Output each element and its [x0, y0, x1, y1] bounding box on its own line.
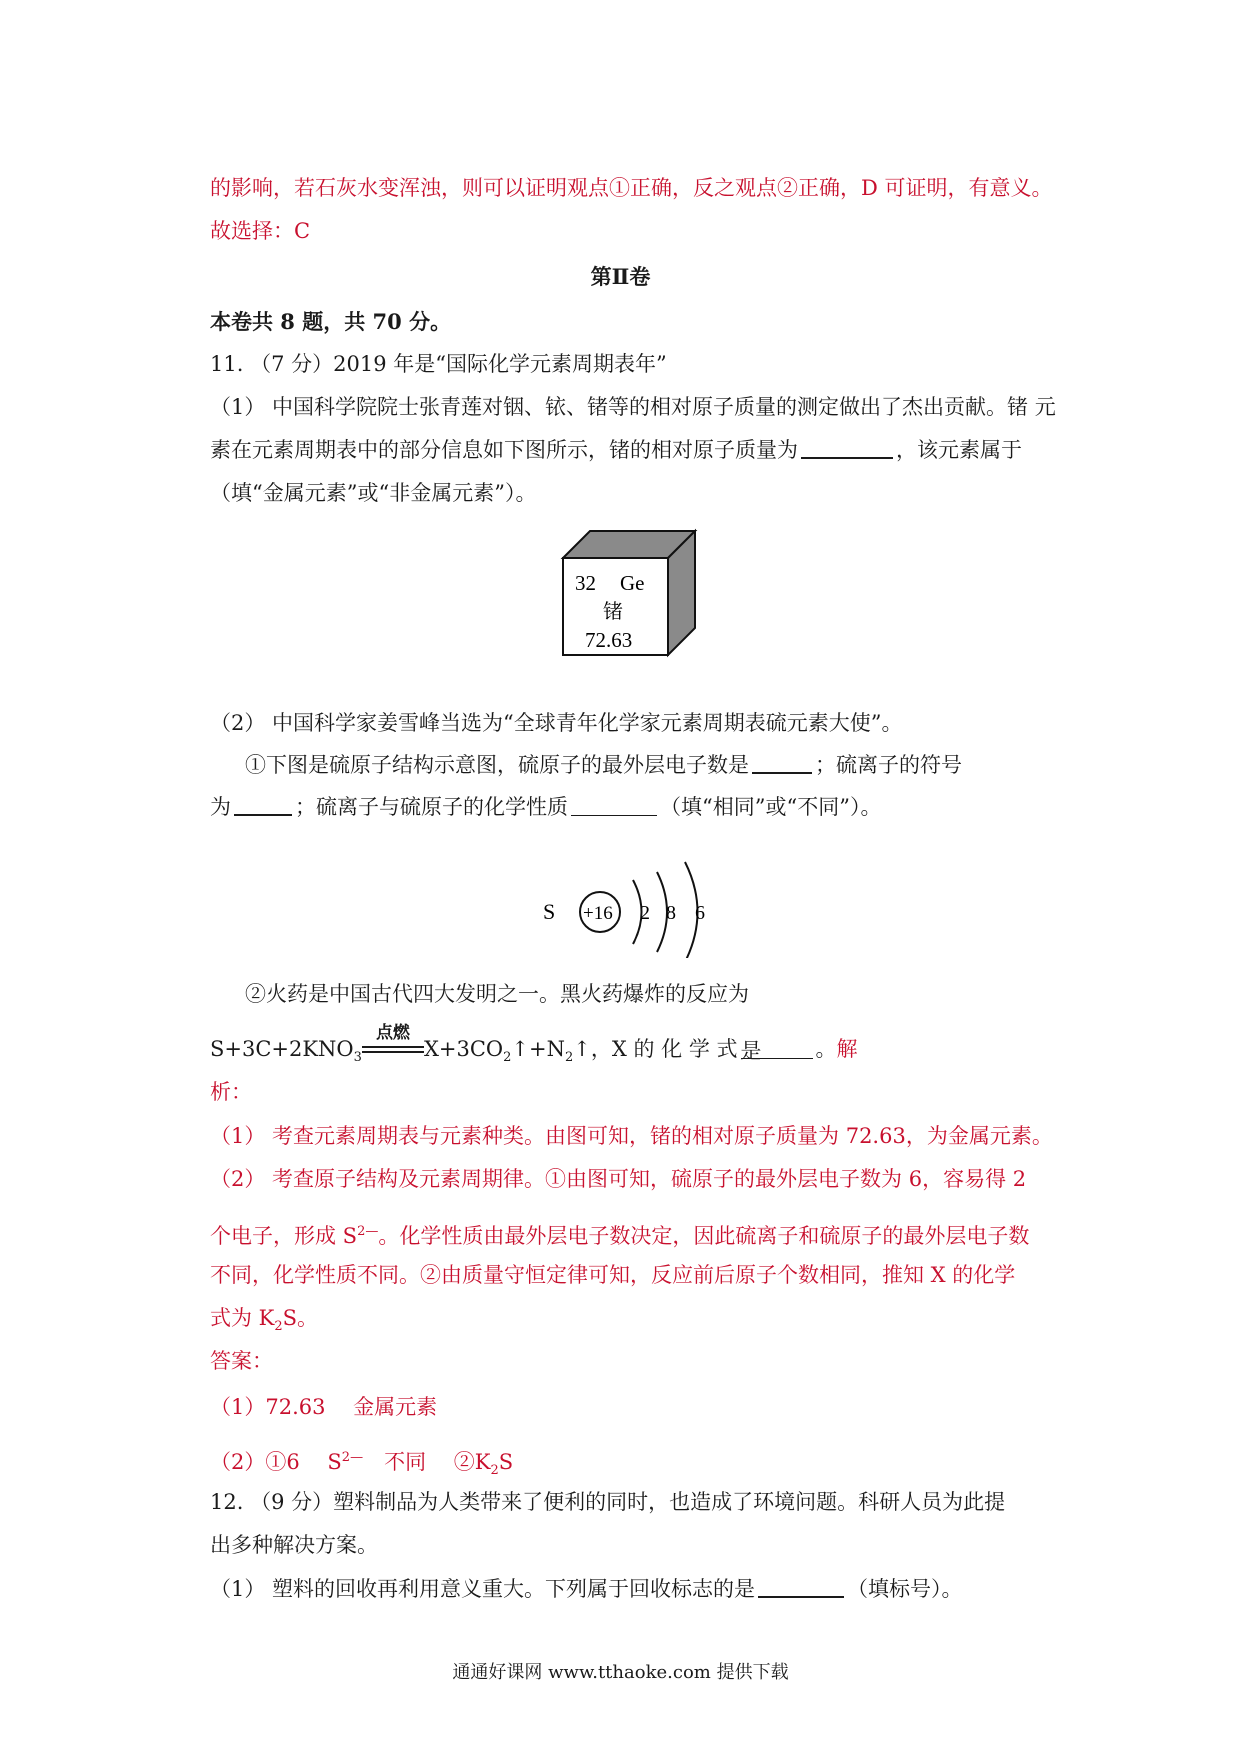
atomic-mass: 72.63 [585, 628, 633, 652]
sulfur-atom-diagram [535, 858, 735, 958]
final-answer-1: （1）72.63 金属元素 [210, 1395, 438, 1419]
question-11-part1-hint: （填“金属元素”或“非金属元素”）。 [210, 481, 537, 505]
atom-symbol: S [543, 899, 556, 924]
explanation-part2-cont3: 式为 $K_2S$。 [210, 1306, 319, 1335]
element-name: 锗 [603, 599, 623, 623]
shell-1-electrons: 2 [640, 902, 650, 924]
explanation-part2: （2） 考查原子结构及元素周期律。①由图可知，硫原子的最外层电子数为 6，容易得 2 [210, 1167, 1027, 1191]
question-12-part1: （1） 塑料的回收再利用意义重大。下列属于回收标志的是 （填标号）。 [210, 1574, 963, 1604]
answer-label: 答案： [210, 1349, 273, 1373]
final-answer-2: （2）①6 $S^{2—}$ 不同 $②K_2S$ [210, 1450, 514, 1479]
question-11-part2-2: ②火药是中国古代四大发明之一。黑火药爆炸的反应为 [245, 982, 749, 1006]
answer-blank: 是 [741, 1036, 813, 1059]
explanation-part2-cont: 个电子，形成 $S^{2—}$。化学性质由最外层电子数决定，因此硫离子和硫原子的最外层电子数 [210, 1224, 1030, 1248]
explanation-label: 析： [210, 1080, 252, 1104]
answer-choice: 故选择：C [210, 219, 311, 243]
question-11-part2-1-cont: 为 ；硫离子与硫原子的化学性质 （填“相同”或“不同”）。 [210, 792, 881, 822]
question-11-part1: （1） 中国科学院院士张青莲对铟、铱、锗等的相对原子质量的测定做出了杰出贡献。锗 元 [210, 395, 1056, 419]
reaction-equation: $S+3C+2KNO_3$ 点燃 $X+3CO_2↑+N_2↑$，X 的 化 学 式 是 。解 [210, 1023, 858, 1066]
answer-blank [234, 792, 292, 816]
element-symbol: Ge [620, 571, 645, 595]
explanation-part2-cont2: 不同，化学性质不同。②由质量守恒定律可知，反应前后原子个数相同，推知 X 的化学 [210, 1263, 1016, 1287]
reaction-condition: 点燃 [362, 1034, 424, 1053]
question-11-title: 11. （7 分）2019 年是“国际化学元素周期表年” [210, 352, 667, 376]
question-11-part1-cont: 素在元素周期表中的部分信息如下图所示，锗的相对原子质量为 ，该元素属于 [210, 435, 1022, 465]
question-12-cont: 出多种解决方案。 [210, 1533, 378, 1557]
answer-blank [801, 435, 893, 459]
shell-3-electrons: 6 [695, 902, 705, 924]
question-12-title: 12. （9 分）塑料制品为人类带来了便利的同时，也造成了环境问题。科研人员为此提 [210, 1490, 1006, 1514]
question-11-part2-1: ①下图是硫原子结构示意图，硫原子的最外层电子数是 ；硫离子的符号 [245, 750, 962, 780]
question-11-part2: （2） 中国科学家姜雪峰当选为“全球青年化学家元素周期表硫元素大使”。 [210, 711, 903, 735]
atomic-number: 32 [575, 571, 596, 595]
element-card-figure [560, 528, 700, 660]
answer-blank [571, 793, 657, 816]
answer-blank [758, 1574, 844, 1598]
page-footer: 通通好课网 www.tthaoke.com 提供下载 [452, 1662, 789, 1683]
section-title: 第Ⅱ卷 [590, 264, 651, 289]
explanation-part1: （1） 考查元素周期表与元素种类。由图可知，锗的相对原子质量为 72.63，为金属元素。 [210, 1124, 1053, 1148]
nucleus-charge: +16 [583, 903, 613, 924]
shell-2-electrons: 8 [666, 902, 676, 924]
section-description: 本卷共 8 题，共 70 分。 [210, 309, 452, 334]
answer-blank [752, 750, 812, 774]
explanation-line: 的影响，若石灰水变浑浊，则可以证明观点①正确，反之观点②正确，D 可证明，有意义。 [210, 176, 1053, 200]
